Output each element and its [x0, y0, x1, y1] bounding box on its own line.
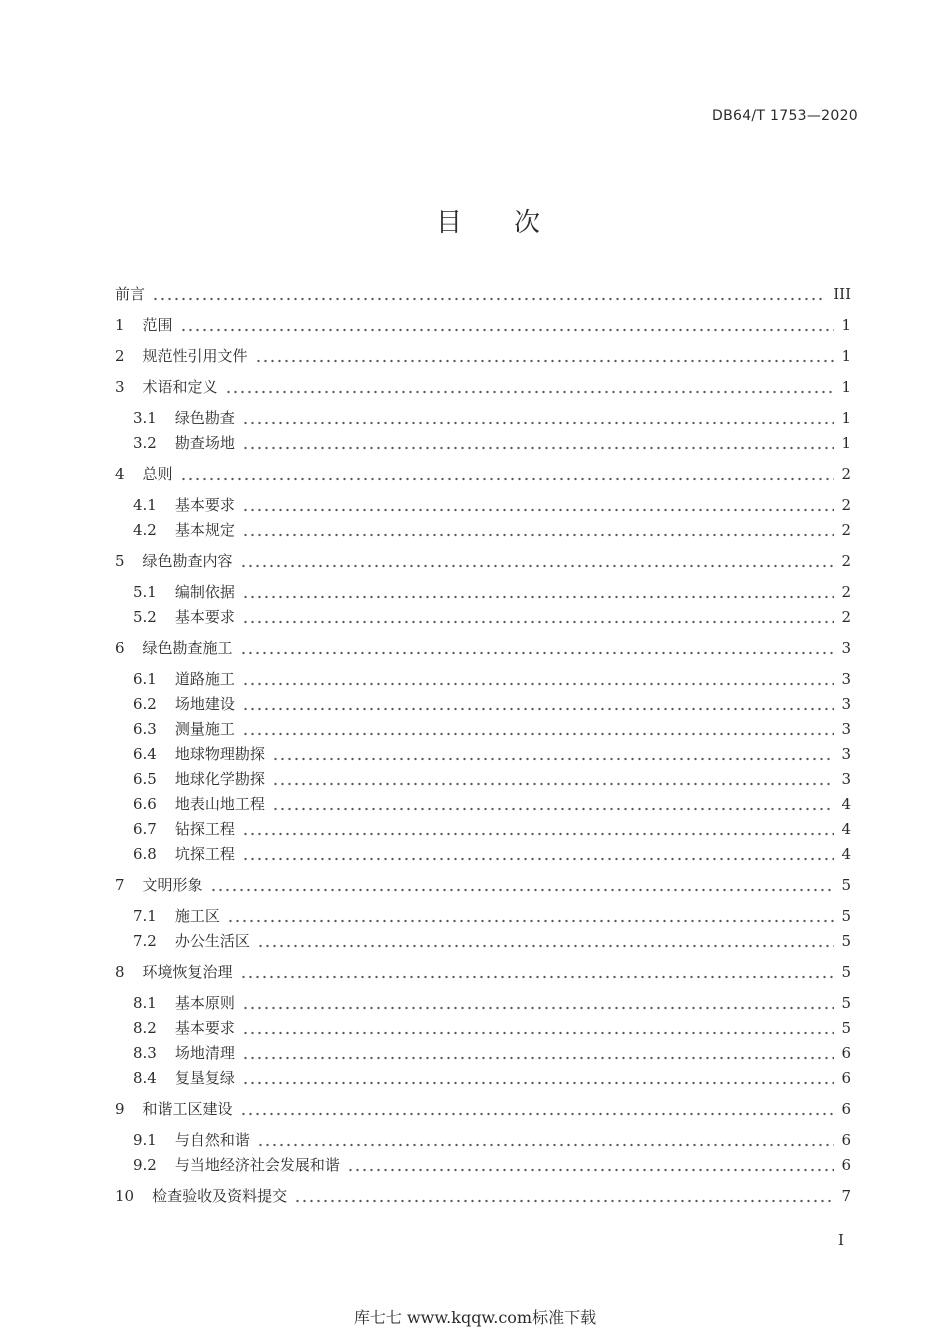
page-title: 目次: [436, 208, 593, 238]
toc-entry-page: 3: [841, 694, 851, 713]
toc-entry-title: 绿色勘查内容: [142, 552, 233, 570]
toc-subentry: [115, 492, 851, 517]
toc-entry: [115, 281, 851, 306]
toc-subentry: [115, 816, 851, 841]
toc-leader-dots: [240, 635, 835, 660]
toc-entry-title: 与当地经济社会发展和谐: [174, 1156, 340, 1174]
toc-entry-number: 5.1: [133, 582, 157, 601]
toc-entry-number: 4.1: [133, 495, 157, 514]
toc-entry-page: 5: [841, 1018, 851, 1037]
toc-entry-page: 3: [841, 744, 851, 763]
toc-subentry: [115, 666, 851, 691]
toc-entry-page: 3: [841, 769, 851, 788]
toc-entry-page: 2: [841, 582, 851, 601]
toc-entry-title: 勘查场地: [174, 434, 235, 452]
toc-subentry: [115, 405, 851, 430]
toc-leader-dots: [242, 1040, 835, 1065]
toc-subentry: [115, 841, 851, 866]
standard-number: DB64/T 1753—2020: [712, 108, 858, 124]
toc-entry-number: 5.2: [133, 607, 157, 626]
toc-entry-title: 地球化学勘探: [174, 770, 265, 788]
toc-entry-page: 2: [841, 495, 851, 514]
toc-entry-title: 绿色勘查施工: [142, 639, 233, 657]
toc-entry-page: 5: [841, 993, 851, 1012]
toc-entry-page: 4: [841, 819, 851, 838]
toc-entry-number: 8.4: [133, 1068, 157, 1087]
toc-entry-page: 5: [841, 875, 851, 894]
toc-entry-number: 3.1: [133, 408, 157, 427]
toc-leader-dots: [210, 872, 835, 897]
toc-entry-page: 6: [841, 1043, 851, 1062]
toc-entry-title: 基本规定: [174, 521, 235, 539]
toc-subentry: [115, 1015, 851, 1040]
toc-leader-dots: [242, 430, 835, 455]
toc-leader-dots: [242, 492, 835, 517]
toc-entry-number: 5: [115, 551, 125, 570]
toc-entry-title: 总则: [142, 465, 173, 483]
toc-entry-page: 4: [841, 794, 851, 813]
toc-entry-page: 2: [841, 607, 851, 626]
toc-entry-title: 道路施工: [174, 670, 235, 688]
toc-entry-title: 地球物理勘探: [174, 745, 265, 763]
toc-entry-number: 7.1: [133, 906, 157, 925]
toc-subentry: [115, 604, 851, 629]
toc-leader-dots: [242, 691, 835, 716]
toc-entry-page: 1: [841, 346, 851, 365]
toc-subentry: [115, 990, 851, 1015]
toc-entry-page: 3: [841, 638, 851, 657]
toc-entry-page: 3: [841, 719, 851, 738]
toc-subentry: [115, 1152, 851, 1177]
toc-leader-dots: [294, 1183, 834, 1208]
toc-entry-title: 规范性引用文件: [142, 347, 248, 365]
toc-entry-number: 8.2: [133, 1018, 157, 1037]
toc-entry-page: 2: [841, 520, 851, 539]
toc-subentry: [115, 766, 851, 791]
toc-entry-number: 6.2: [133, 694, 157, 713]
toc-subentry: [115, 1127, 851, 1152]
toc-entry-number: 3.2: [133, 433, 157, 452]
toc-entry-number: 6.7: [133, 819, 157, 838]
toc-entry-title: 基本要求: [174, 608, 235, 626]
toc-entry-page: 7: [841, 1186, 851, 1205]
toc-leader-dots: [257, 928, 835, 953]
toc-entry-number: 6.6: [133, 794, 157, 813]
toc-entry-number: 8: [115, 962, 125, 981]
toc-leader-dots: [272, 766, 835, 791]
toc-leader-dots: [180, 312, 835, 337]
toc-entry-title: 与自然和谐: [174, 1131, 250, 1149]
toc-subentry: [115, 430, 851, 455]
toc-leader-dots: [240, 959, 835, 984]
toc-entry-title: 办公生活区: [174, 932, 250, 950]
toc-leader-dots: [152, 281, 826, 306]
toc-leader-dots: [272, 741, 835, 766]
toc-subentry: [115, 928, 851, 953]
toc-subentry: [115, 716, 851, 741]
toc-entry-title: 和谐工区建设: [142, 1100, 233, 1118]
toc-entry-title: 术语和定义: [142, 378, 218, 396]
toc-entry: [115, 635, 851, 660]
toc-entry-page: 1: [841, 377, 851, 396]
toc-leader-dots: [242, 517, 835, 542]
toc-leader-dots: [242, 666, 835, 691]
toc-leader-dots: [242, 1065, 835, 1090]
toc-leader-dots: [227, 903, 835, 928]
toc-subentry: [115, 791, 851, 816]
toc-leader-dots: [242, 405, 835, 430]
toc-entry-title: 检查验收及资料提交: [152, 1187, 288, 1205]
toc-leader-dots: [242, 716, 835, 741]
toc-leader-dots: [242, 841, 835, 866]
toc-entry-page: 5: [841, 906, 851, 925]
toc-entry-page: 6: [841, 1099, 851, 1118]
toc-entry: [115, 461, 851, 486]
toc-leader-dots: [242, 990, 835, 1015]
toc-entry-number: 7: [115, 875, 125, 894]
toc-entry-page: 6: [841, 1068, 851, 1087]
toc-entry-page: 2: [841, 551, 851, 570]
toc-entry: [115, 1096, 851, 1121]
toc-leader-dots: [242, 816, 835, 841]
toc-entry: [115, 343, 851, 368]
toc-entry-title: 基本要求: [174, 1019, 235, 1037]
toc-entry-page: 6: [841, 1155, 851, 1174]
toc-subentry: [115, 741, 851, 766]
toc-entry-number: 6.8: [133, 844, 157, 863]
toc-entry-number: 10: [115, 1186, 135, 1205]
toc-entry-number: 2: [115, 346, 125, 365]
toc-entry-title: 复垦复绿: [174, 1069, 235, 1087]
toc-entry-title: 施工区: [174, 907, 220, 925]
toc-entry-number: 9.1: [133, 1130, 157, 1149]
toc-leader-dots: [255, 343, 835, 368]
toc-subentry: [115, 1065, 851, 1090]
toc-entry-title: 编制依据: [174, 583, 235, 601]
toc-entry-title: 基本原则: [174, 994, 235, 1012]
toc-entry-number: 6.1: [133, 669, 157, 688]
table-of-contents: [115, 275, 851, 1208]
toc-entry: [115, 959, 851, 984]
toc-entry-number: 6: [115, 638, 125, 657]
toc-entry-number: 9: [115, 1099, 125, 1118]
toc-subentry: [115, 579, 851, 604]
toc-entry-page: 5: [841, 931, 851, 950]
toc-leader-dots: [242, 604, 835, 629]
toc-leader-dots: [180, 461, 835, 486]
toc-entry-title: 基本要求: [174, 496, 235, 514]
toc-entry-title: 地表山地工程: [174, 795, 265, 813]
toc-entry-number: 6.4: [133, 744, 157, 763]
page-number: I: [838, 1231, 844, 1249]
toc-leader-dots: [272, 791, 835, 816]
toc-entry-title: 环境恢复治理: [142, 963, 233, 981]
toc-entry-title: 绿色勘查: [174, 409, 235, 427]
toc-leader-dots: [347, 1152, 835, 1177]
toc-entry-page: III: [833, 284, 851, 303]
footer-watermark: 库七七 www.kqqw.com标准下载: [353, 1308, 597, 1327]
toc-subentry: [115, 517, 851, 542]
toc-entry-title: 场地清理: [174, 1044, 235, 1062]
toc-entry-title: 场地建设: [174, 695, 235, 713]
toc-leader-dots: [240, 1096, 835, 1121]
toc-entry-number: 6.5: [133, 769, 157, 788]
toc-entry-number: 3: [115, 377, 125, 396]
toc-entry-page: 6: [841, 1130, 851, 1149]
toc-leader-dots: [257, 1127, 835, 1152]
toc-entry-number: 4: [115, 464, 125, 483]
toc-entry: [115, 548, 851, 573]
toc-entry-number: 4.2: [133, 520, 157, 539]
toc-leader-dots: [225, 374, 835, 399]
toc-entry-page: 1: [841, 433, 851, 452]
toc-leader-dots: [242, 579, 835, 604]
toc-entry-number: 8.3: [133, 1043, 157, 1062]
toc-subentry: [115, 1040, 851, 1065]
toc-entry-number: 6.3: [133, 719, 157, 738]
toc-entry-number: 1: [115, 315, 125, 334]
toc-leader-dots: [240, 548, 835, 573]
toc-entry-number: 8.1: [133, 993, 157, 1012]
toc-entry-number: 7.2: [133, 931, 157, 950]
toc-leader-dots: [242, 1015, 835, 1040]
toc-entry-title: 钻探工程: [174, 820, 235, 838]
toc-entry-page: 4: [841, 844, 851, 863]
toc-entry-page: 1: [841, 315, 851, 334]
toc-entry-page: 2: [841, 464, 851, 483]
toc-entry: [115, 312, 851, 337]
toc-entry-page: 5: [841, 962, 851, 981]
toc-entry-page: 3: [841, 669, 851, 688]
toc-entry: [115, 872, 851, 897]
toc-entry-title: 文明形象: [142, 876, 203, 894]
toc-subentry: [115, 903, 851, 928]
toc-entry-title: 坑探工程: [174, 845, 235, 863]
toc-entry-page: 1: [841, 408, 851, 427]
toc-entry-title: 前言: [115, 285, 146, 303]
toc-subentry: [115, 691, 851, 716]
toc-entry-number: 9.2: [133, 1155, 157, 1174]
toc-entry: [115, 1183, 851, 1208]
toc-entry: [115, 374, 851, 399]
toc-entry-title: 范围: [142, 316, 173, 334]
toc-entry-title: 测量施工: [174, 720, 235, 738]
